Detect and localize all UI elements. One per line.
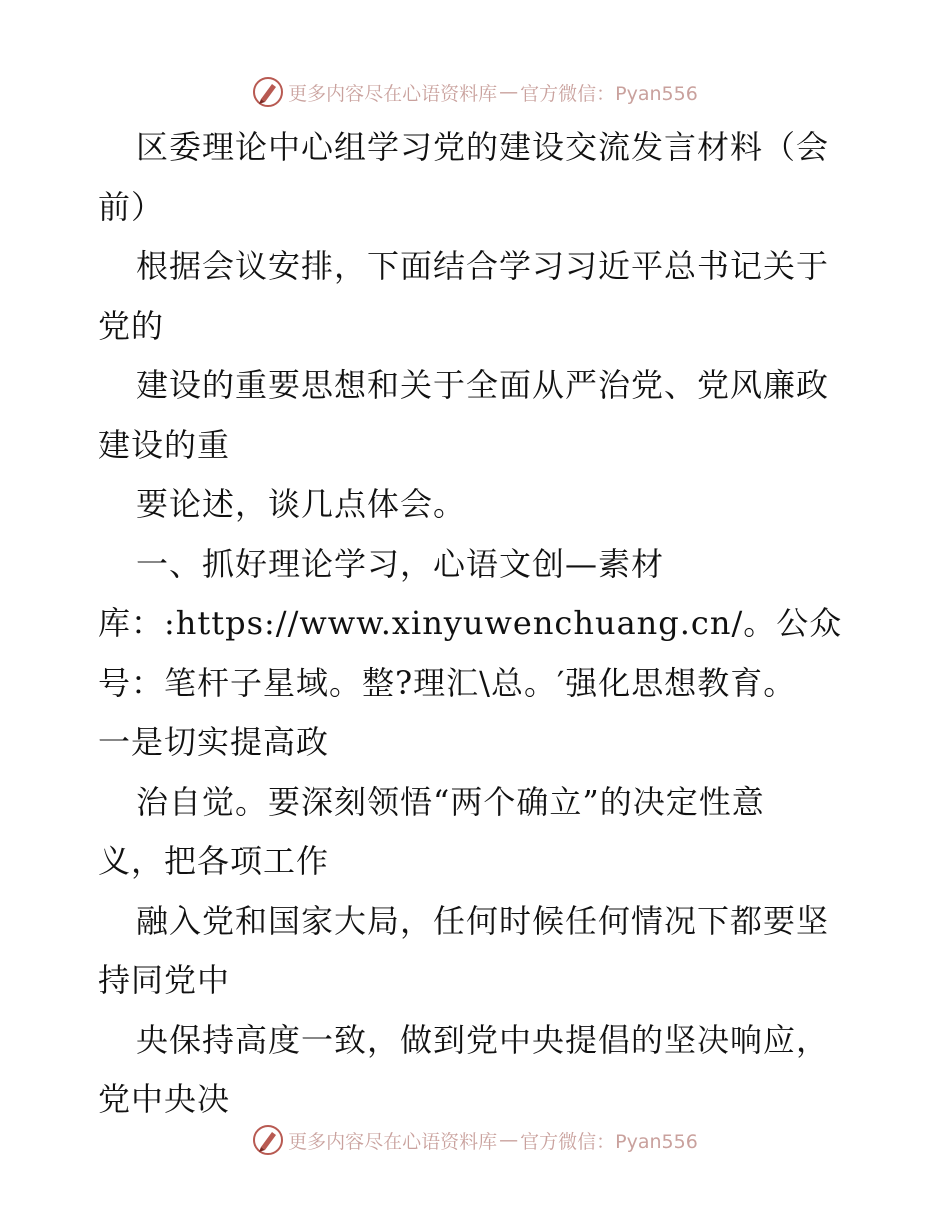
text-line: 建设的重 [98,425,231,464]
banner-wechat-text: 官方微信：Pyan556 [520,1130,698,1153]
section-heading: 一、抓好理论学习，心语文创—素材 [136,544,665,583]
text-line: 库：:https://www.xinyuwenchuang.cn/。公众 [98,604,843,642]
text-line: 治自觉。要深刻领悟“两个确立”的决定性意 [136,782,765,821]
document-title-continued: 前） [98,187,165,226]
banner-separator: — [499,1129,519,1151]
text-line: 持同党中 [98,961,231,999]
text-line: 号：笔杆子星域。整?理汇\总。′强化思想教育。 [98,663,797,702]
header-watermark-banner [0,72,950,112]
text-line: 建设的重要思想和关于全面从严治党、党风廉政 [136,366,830,404]
text-line: 根据会议安排，下面结合学习习近平总书记关于 [136,247,830,285]
banner-site-text: 更多内容尽在心语资料库 [288,82,498,105]
text-line: 党中央决 [98,1080,231,1118]
banner-wechat-text: 官方微信：Pyan556 [520,82,698,105]
text-line: 义，把各项工作 [98,842,330,880]
text-line: 党的 [98,306,165,345]
text-line: 央保持高度一致，做到党中央提倡的坚决响应， [136,1020,830,1059]
banner-separator: — [499,81,519,103]
text-line: 融入党和国家大局，任何时候任何情况下都要坚 [136,901,830,940]
pen-logo-icon [252,76,284,108]
text-line: 要论述，谈几点体会。 [136,485,467,523]
document-body [98,118,858,1130]
pen-logo-icon [252,1124,284,1156]
banner-site-text: 更多内容尽在心语资料库 [288,1130,498,1153]
document-title: 区委理论中心组学习党的建设交流发言材料（会 [136,128,830,166]
footer-watermark-banner [0,1120,950,1160]
text-line: 一是切实提高政 [98,723,330,761]
